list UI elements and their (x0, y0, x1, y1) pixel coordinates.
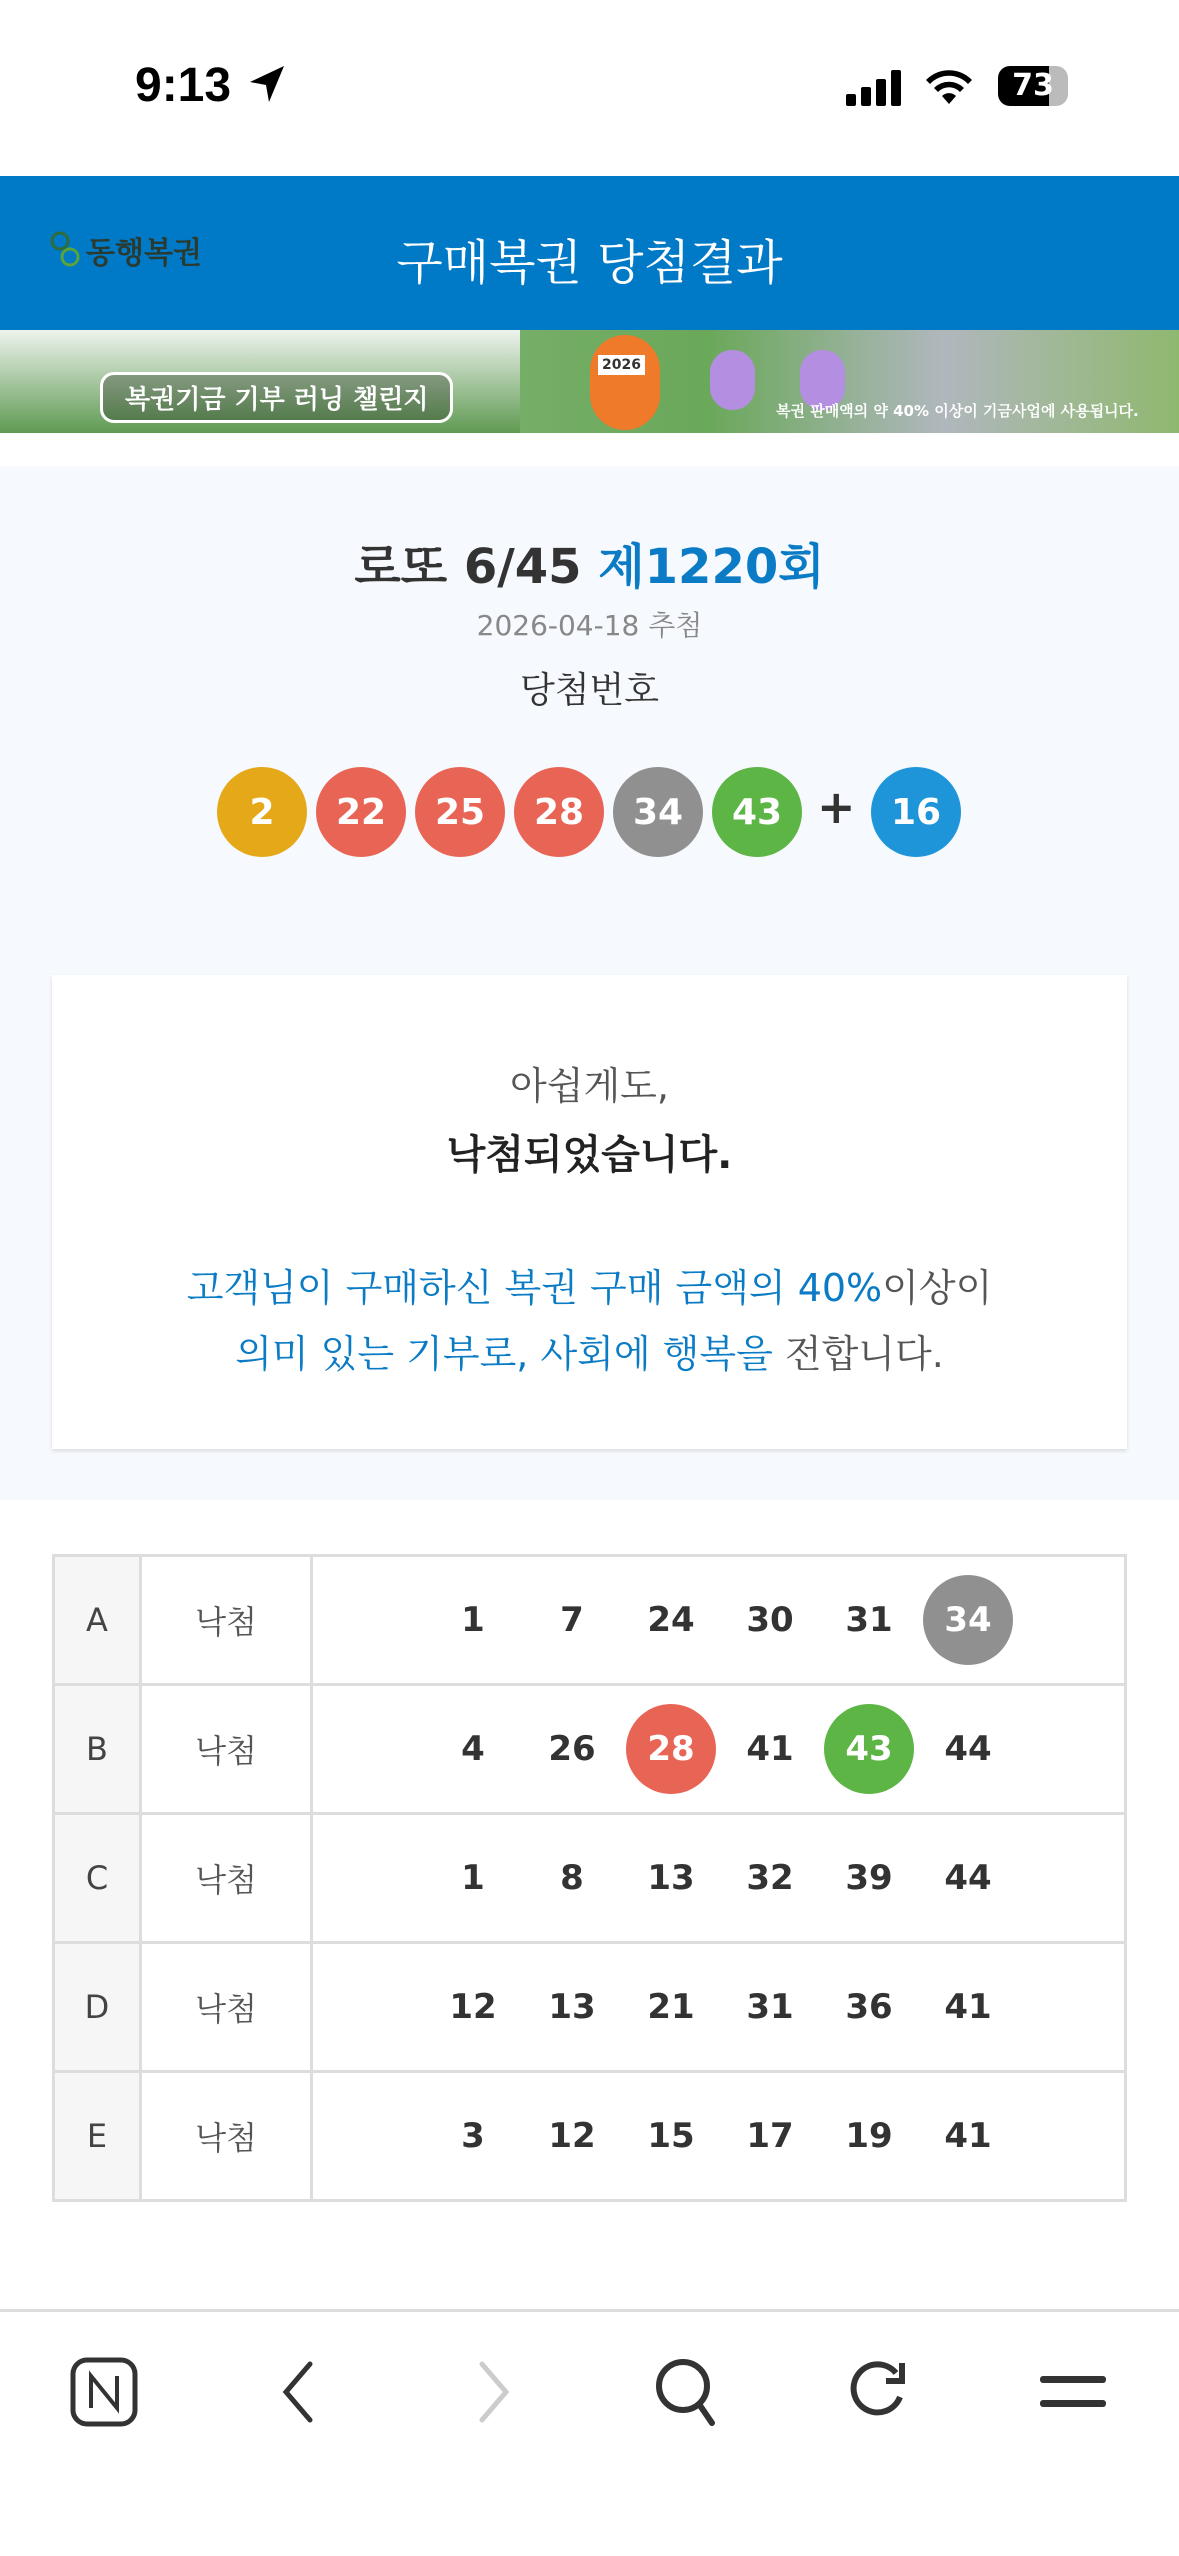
ball-number: 2 (249, 791, 275, 833)
ticket-result: 낙첨 (141, 1943, 312, 2072)
msg-text: 이상이 (882, 1266, 993, 1310)
search-button[interactable] (646, 2352, 726, 2432)
status-time: 9:13 (135, 59, 232, 112)
donation-message-line1 (52, 1257, 1127, 1312)
ticket-number: 30 (746, 1600, 794, 1640)
result-intro: 아쉽게도, (510, 1064, 669, 1108)
naver-n-icon (69, 2356, 139, 2428)
hamburger-icon (1038, 2372, 1108, 2412)
ticket-number: 36 (845, 1987, 893, 2027)
ball-number: 43 (731, 791, 783, 833)
ticket-number: 44 (944, 1729, 992, 1769)
ticket-number: 24 (647, 1600, 695, 1640)
winning-ball (613, 767, 703, 857)
ticket-number: 41 (944, 1987, 992, 2027)
ticket-number: 13 (548, 1987, 596, 2027)
page-header (0, 176, 1179, 330)
ticket-number: 17 (746, 2116, 794, 2156)
msg-highlight: 고객님이 구매하신 복권 구매 금액의 40% (186, 1266, 883, 1310)
chevron-right-icon (474, 2360, 514, 2424)
ticket-result: 낙첨 (141, 2072, 312, 2201)
ticket-key: D (54, 1943, 141, 2072)
ticket-number: 3 (461, 2116, 485, 2156)
ticket-number: 13 (647, 1858, 695, 1898)
banner-title: 복권기금 기부 러닝 챌린지 (100, 372, 453, 423)
table-row (54, 1943, 1126, 2072)
winning-numbers-label: 당첨번호 (519, 670, 660, 711)
ticket-numbers (312, 1685, 1126, 1814)
winning-ball (514, 767, 604, 857)
ticket-result: 낙첨 (141, 1556, 312, 1685)
ticket-number: 26 (548, 1729, 596, 1769)
ticket-number: 41 (746, 1729, 794, 1769)
ball-number: 34 (632, 791, 684, 833)
wifi-icon (924, 68, 974, 106)
matched-number: 43 (824, 1704, 914, 1794)
status-bar (0, 0, 1179, 176)
ticket-number: 4 (461, 1729, 485, 1769)
matched-number: 34 (923, 1575, 1013, 1665)
battery-level: 73 (1012, 68, 1054, 103)
donation-message-line2 (52, 1323, 1127, 1378)
ticket-number: 21 (647, 1987, 695, 2027)
battery-icon (998, 66, 1068, 106)
ticket-number: 32 (746, 1858, 794, 1898)
ticket-numbers (312, 1814, 1126, 1943)
browser-toolbar (0, 2309, 1179, 2556)
ticket-key: B (54, 1685, 141, 1814)
ticket-number: 15 (647, 2116, 695, 2156)
ticket-number: 8 (560, 1858, 584, 1898)
reload-icon (848, 2357, 912, 2427)
ticket-number: 31 (845, 1600, 893, 1640)
naver-home-button[interactable] (64, 2352, 144, 2432)
msg-text: 전합니다. (772, 1332, 944, 1376)
menu-button[interactable] (1033, 2352, 1113, 2432)
banner-caption: 복권 판매액의 약 40% 이상이 기금사업에 사용됩니다. (776, 402, 1139, 420)
winning-ball (316, 767, 406, 857)
ticket-key: E (54, 2072, 141, 2201)
ticket-number: 1 (461, 1858, 485, 1898)
forward-button[interactable] (454, 2352, 534, 2432)
ticket-number: 12 (548, 2116, 596, 2156)
page-title: 구매복권 당첨결과 (396, 235, 783, 291)
table-row (54, 1556, 1126, 1685)
table-row (54, 1814, 1126, 1943)
game-name: 로또 6/45 (354, 539, 582, 595)
ticket-numbers (312, 1556, 1126, 1685)
ticket-result: 낙첨 (141, 1814, 312, 1943)
mascot-badge: 2026 (598, 355, 645, 375)
matched-number: 28 (626, 1704, 716, 1794)
promo-banner[interactable] (0, 330, 1179, 433)
ticket-result: 낙첨 (141, 1685, 312, 1814)
bonus-ball (871, 767, 961, 857)
winning-ball (415, 767, 505, 857)
ticket-number: 31 (746, 1987, 794, 2027)
winning-ball (712, 767, 802, 857)
search-icon (654, 2357, 718, 2427)
winning-ball (217, 767, 307, 857)
signal-icon (846, 70, 906, 106)
result-status: 낙첨되었습니다. (446, 1132, 733, 1178)
ticket-number: 12 (449, 1987, 497, 2027)
table-row (54, 2072, 1126, 2201)
ticket-number: 44 (944, 1858, 992, 1898)
ticket-key: C (54, 1814, 141, 1943)
msg-highlight: 의미 있는 기부로, 사회에 행복을 (235, 1332, 773, 1376)
ticket-numbers (312, 1943, 1126, 2072)
draw-round: 제1220회 (598, 539, 825, 595)
result-card (52, 975, 1127, 1449)
back-button[interactable] (258, 2352, 338, 2432)
draw-title (0, 528, 1179, 597)
mascot-runner (590, 335, 660, 430)
reload-button[interactable] (840, 2352, 920, 2432)
ticket-number: 1 (461, 1600, 485, 1640)
location-arrow-icon (248, 64, 286, 104)
ticket-key: A (54, 1556, 141, 1685)
plus-sign: + (817, 780, 856, 834)
bonus-number: 16 (890, 791, 942, 833)
ticket-table (52, 1554, 1127, 2202)
table-row (54, 1685, 1126, 1814)
ticket-number: 39 (845, 1858, 893, 1898)
ball-number: 22 (335, 791, 387, 833)
draw-result-section (0, 466, 1179, 1500)
ball-number: 28 (533, 791, 585, 833)
chevron-left-icon (278, 2360, 318, 2424)
ticket-number: 19 (845, 2116, 893, 2156)
logo-text: 동행복권 (86, 236, 202, 271)
draw-date: 2026-04-18 추첨 (476, 609, 703, 642)
ticket-number: 41 (944, 2116, 992, 2156)
ticket-numbers (312, 2072, 1126, 2201)
ticket-number: 7 (560, 1600, 584, 1640)
ball-number: 25 (434, 791, 486, 833)
